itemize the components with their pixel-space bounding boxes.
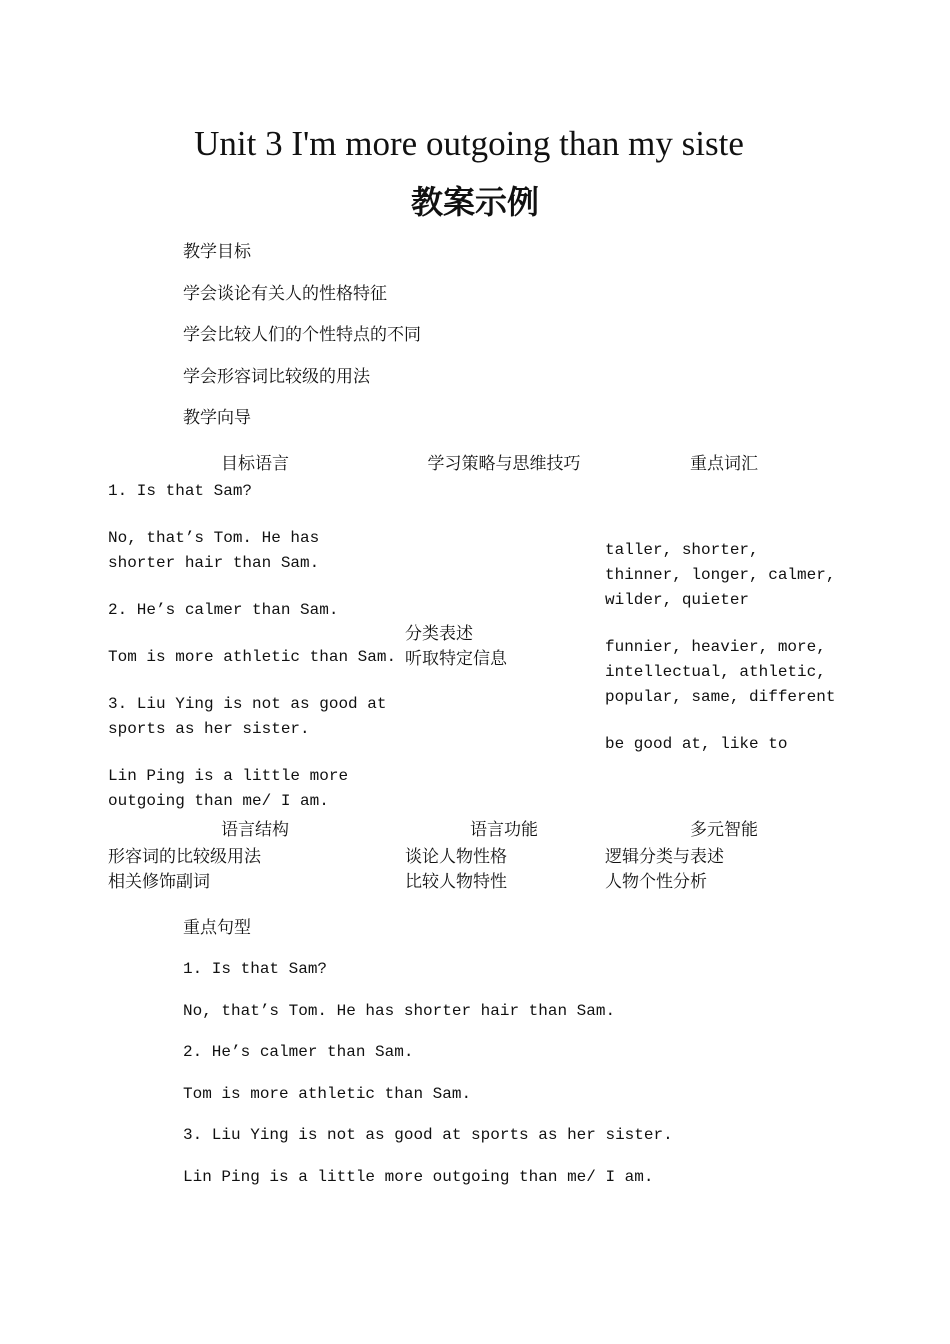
table-line: outgoing than me/ I am.: [108, 792, 329, 810]
table-line: 1. Is that Sam?: [108, 482, 253, 500]
table-line: 形容词的比较级用法: [108, 847, 261, 867]
strategies-cell: [405, 622, 595, 672]
column-header-structure: 语言结构: [221, 820, 289, 840]
objective-item: 学会谈论有关人的性格特征: [183, 284, 387, 304]
table-line: sports as her sister.: [108, 720, 310, 738]
table-line: be good at, like to: [605, 735, 788, 753]
table-line: popular, same, different: [605, 688, 836, 706]
document-subtitle: 教案示例: [410, 183, 539, 221]
column-header-functions: 语言功能: [470, 820, 538, 840]
key-sentences-heading: 重点句型: [183, 918, 251, 938]
objective-item: 学会形容词比较级的用法: [183, 367, 370, 387]
table-line: wilder, quieter: [605, 591, 750, 609]
table-line: No, that’s Tom. He has: [108, 529, 320, 547]
table-line: 听取特定信息: [405, 649, 507, 669]
table-line: 3. Liu Ying is not as good at: [108, 695, 387, 713]
intelligence-cell: [605, 845, 845, 895]
table-line: 比较人物特性: [405, 872, 507, 892]
objectives-heading: 教学目标: [183, 242, 251, 262]
column-header-target-language: 目标语言: [221, 454, 289, 474]
table-line: intellectual, athletic,: [605, 663, 826, 681]
vocabulary-cell: [605, 538, 845, 757]
table-line: 逻辑分类与表述: [605, 847, 724, 867]
key-sentence: Lin Ping is a little more outgoing than me/ I am.: [183, 1168, 654, 1186]
column-header-intelligence: 多元智能: [690, 820, 758, 840]
objective-item: 学会比较人们的个性特点的不同: [183, 325, 421, 345]
table-line: 人物个性分析: [605, 872, 707, 892]
key-sentence: 1. Is that Sam?: [183, 960, 328, 978]
table-line: Tom is more athletic than Sam.: [108, 648, 397, 666]
column-header-vocabulary: 重点词汇: [690, 454, 758, 474]
structure-cell: [108, 845, 368, 895]
table-line: 谈论人物性格: [405, 847, 507, 867]
table-line: Lin Ping is a little more: [108, 767, 349, 785]
table-line: funnier, heavier, more,: [605, 638, 826, 656]
key-sentence: No, that’s Tom. He has shorter hair than Sam.: [183, 1002, 616, 1020]
table-line: thinner, longer, calmer,: [605, 566, 836, 584]
target-language-cell: [108, 479, 398, 814]
table-line: shorter hair than Sam.: [108, 554, 320, 572]
document-title: Unit 3 I'm more outgoing than my siste: [194, 124, 744, 163]
table-line: 相关修饰副词: [108, 872, 210, 892]
table-line: taller, shorter,: [605, 541, 759, 559]
key-sentence: Tom is more athletic than Sam.: [183, 1085, 472, 1103]
guide-heading: 教学向导: [183, 408, 251, 428]
table-line: 分类表述: [405, 624, 473, 644]
key-sentence: 3. Liu Ying is not as good at sports as her sister.: [183, 1126, 673, 1144]
functions-cell: [405, 845, 595, 895]
column-header-strategies: 学习策略与思维技巧: [427, 454, 581, 474]
table-line: 2. He’s calmer than Sam.: [108, 601, 339, 619]
key-sentence: 2. He’s calmer than Sam.: [183, 1043, 414, 1061]
